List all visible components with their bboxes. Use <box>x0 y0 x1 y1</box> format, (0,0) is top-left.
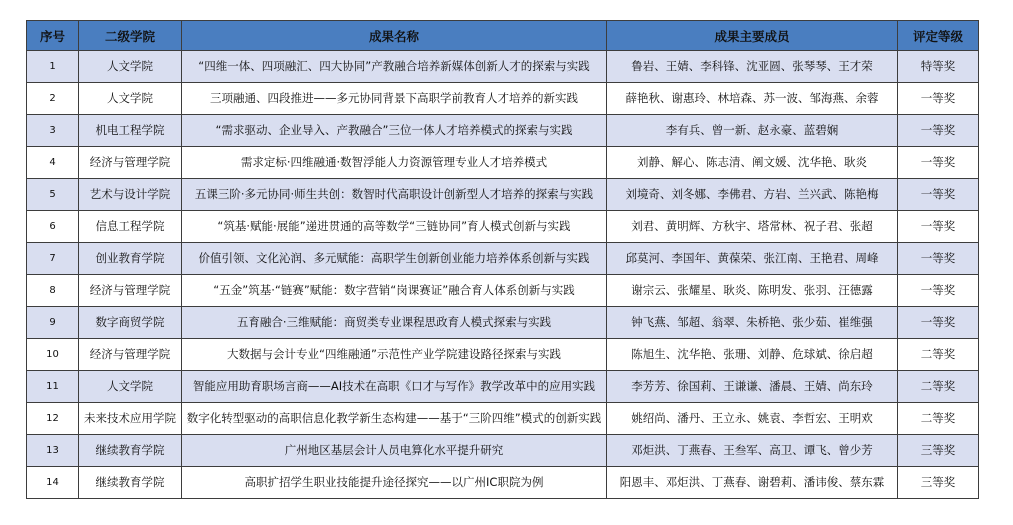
cell-seq: 2 <box>27 83 79 115</box>
cell-seq: 12 <box>27 403 79 435</box>
cell-grade: 一等奖 <box>898 179 979 211</box>
cell-grade: 一等奖 <box>898 243 979 275</box>
cell-grade: 一等奖 <box>898 307 979 339</box>
results-table-container <box>26 20 978 499</box>
table-row <box>27 115 979 147</box>
table-body <box>27 51 979 499</box>
cell-grade: 二等奖 <box>898 339 979 371</box>
table-row <box>27 83 979 115</box>
results-table <box>26 20 979 499</box>
cell-grade: 一等奖 <box>898 147 979 179</box>
cell-title: 高职扩招学生职业技能提升途径探究——以广州IC职院为例 <box>182 467 607 499</box>
cell-seq: 9 <box>27 307 79 339</box>
cell-grade: 三等奖 <box>898 435 979 467</box>
cell-members: 薛艳秋、谢惠玲、林培森、苏一波、邹海燕、余蓉 <box>607 83 898 115</box>
cell-college: 创业教育学院 <box>79 243 182 275</box>
cell-grade: 二等奖 <box>898 371 979 403</box>
table-row <box>27 51 979 83</box>
cell-members: 鲁岩、王婧、李科锋、沈亚圆、张琴琴、王才荣 <box>607 51 898 83</box>
cell-title: “筑基·赋能·展能”递进贯通的高等数学“三链协同”育人模式创新与实践 <box>182 211 607 243</box>
cell-title: 数字化转型驱动的高职信息化教学新生态构建——基于“三阶四维”模式的创新实践 <box>182 403 607 435</box>
cell-college: 经济与管理学院 <box>79 147 182 179</box>
cell-grade: 一等奖 <box>898 211 979 243</box>
cell-title: “五金”筑基·“链赛”赋能：数字营销“岗课赛证”融合育人体系创新与实践 <box>182 275 607 307</box>
cell-grade: 一等奖 <box>898 83 979 115</box>
cell-members: 刘境奇、刘冬娜、李佛君、方岩、兰兴武、陈艳梅 <box>607 179 898 211</box>
cell-college: 未来技术应用学院 <box>79 403 182 435</box>
cell-seq: 14 <box>27 467 79 499</box>
table-row <box>27 339 979 371</box>
cell-college: 经济与管理学院 <box>79 339 182 371</box>
table-row <box>27 435 979 467</box>
cell-members: 刘静、解心、陈志清、阐文媛、沈华艳、耿炎 <box>607 147 898 179</box>
cell-seq: 11 <box>27 371 79 403</box>
cell-grade: 二等奖 <box>898 403 979 435</box>
cell-title: 智能应用助育职场言商——AI技术在高职《口才与写作》教学改革中的应用实践 <box>182 371 607 403</box>
cell-college: 人文学院 <box>79 51 182 83</box>
cell-title: 五课三阶·多元协同·师生共创：数智时代高职设计创新型人才培养的探索与实践 <box>182 179 607 211</box>
header-members: 成果主要成员 <box>607 21 898 51</box>
cell-title: 五育融合·三维赋能：商贸类专业课程思政育人模式探索与实践 <box>182 307 607 339</box>
cell-members: 邓炬洪、丁燕春、王叁军、高卫、谭飞、曾少芳 <box>607 435 898 467</box>
table-row <box>27 275 979 307</box>
header-seq: 序号 <box>27 21 79 51</box>
cell-grade: 三等奖 <box>898 467 979 499</box>
cell-college: 继续教育学院 <box>79 467 182 499</box>
header-title: 成果名称 <box>182 21 607 51</box>
header-college: 二级学院 <box>79 21 182 51</box>
cell-college: 经济与管理学院 <box>79 275 182 307</box>
table-row <box>27 371 979 403</box>
cell-seq: 5 <box>27 179 79 211</box>
cell-college: 机电工程学院 <box>79 115 182 147</box>
cell-seq: 10 <box>27 339 79 371</box>
cell-seq: 8 <box>27 275 79 307</box>
cell-members: 陈旭生、沈华艳、张珊、刘静、危球斌、徐启超 <box>607 339 898 371</box>
cell-seq: 6 <box>27 211 79 243</box>
cell-college: 继续教育学院 <box>79 435 182 467</box>
table-row <box>27 147 979 179</box>
cell-seq: 1 <box>27 51 79 83</box>
cell-members: 姚绍尚、潘丹、王立永、姚袁、李哲宏、王明欢 <box>607 403 898 435</box>
cell-title: 大数据与会计专业“四维融通”示范性产业学院建设路径探索与实践 <box>182 339 607 371</box>
cell-title: 需求定标·四维融通·数智浮能人力资源管理专业人才培养模式 <box>182 147 607 179</box>
cell-seq: 7 <box>27 243 79 275</box>
cell-members: 李有兵、曾一新、赵永豪、蓝碧娴 <box>607 115 898 147</box>
cell-members: 阳恩丰、邓炬洪、丁燕春、谢碧莉、潘讳俊、蔡东霖 <box>607 467 898 499</box>
cell-college: 数字商贸学院 <box>79 307 182 339</box>
cell-college: 信息工程学院 <box>79 211 182 243</box>
table-row <box>27 243 979 275</box>
cell-title: 价值引领、文化沁润、多元赋能：高职学生创新创业能力培养体系创新与实践 <box>182 243 607 275</box>
table-row <box>27 211 979 243</box>
cell-college: 艺术与设计学院 <box>79 179 182 211</box>
cell-seq: 4 <box>27 147 79 179</box>
cell-members: 李芳芳、徐国莉、王谦谦、潘晨、王婧、尚东玲 <box>607 371 898 403</box>
cell-members: 谢宗云、张耀星、耿炎、陈明发、张羽、汪德露 <box>607 275 898 307</box>
header-grade: 评定等级 <box>898 21 979 51</box>
table-row <box>27 467 979 499</box>
cell-college: 人文学院 <box>79 83 182 115</box>
cell-grade: 一等奖 <box>898 275 979 307</box>
table-header-row <box>27 21 979 51</box>
table-row <box>27 307 979 339</box>
cell-grade: 一等奖 <box>898 115 979 147</box>
cell-members: 钟飞燕、邹超、翁翠、朱桥艳、张少茹、崔维强 <box>607 307 898 339</box>
cell-seq: 13 <box>27 435 79 467</box>
cell-members: 邱莫河、李国年、黄葆荣、张江南、王艳君、周峰 <box>607 243 898 275</box>
cell-college: 人文学院 <box>79 371 182 403</box>
cell-grade: 特等奖 <box>898 51 979 83</box>
cell-members: 刘君、黄明辉、方秋宇、塔常林、祝子君、张超 <box>607 211 898 243</box>
cell-title: 三项融通、四段推进——多元协同背景下高职学前教育人才培养的新实践 <box>182 83 607 115</box>
cell-title: “四维一体、四项融汇、四大协同”产教融合培养新媒体创新人才的探索与实践 <box>182 51 607 83</box>
cell-title: “需求驱动、企业导入、产教融合”三位一体人才培养模式的探索与实践 <box>182 115 607 147</box>
cell-seq: 3 <box>27 115 79 147</box>
cell-title: 广州地区基层会计人员电算化水平提升研究 <box>182 435 607 467</box>
table-row <box>27 403 979 435</box>
table-row <box>27 179 979 211</box>
